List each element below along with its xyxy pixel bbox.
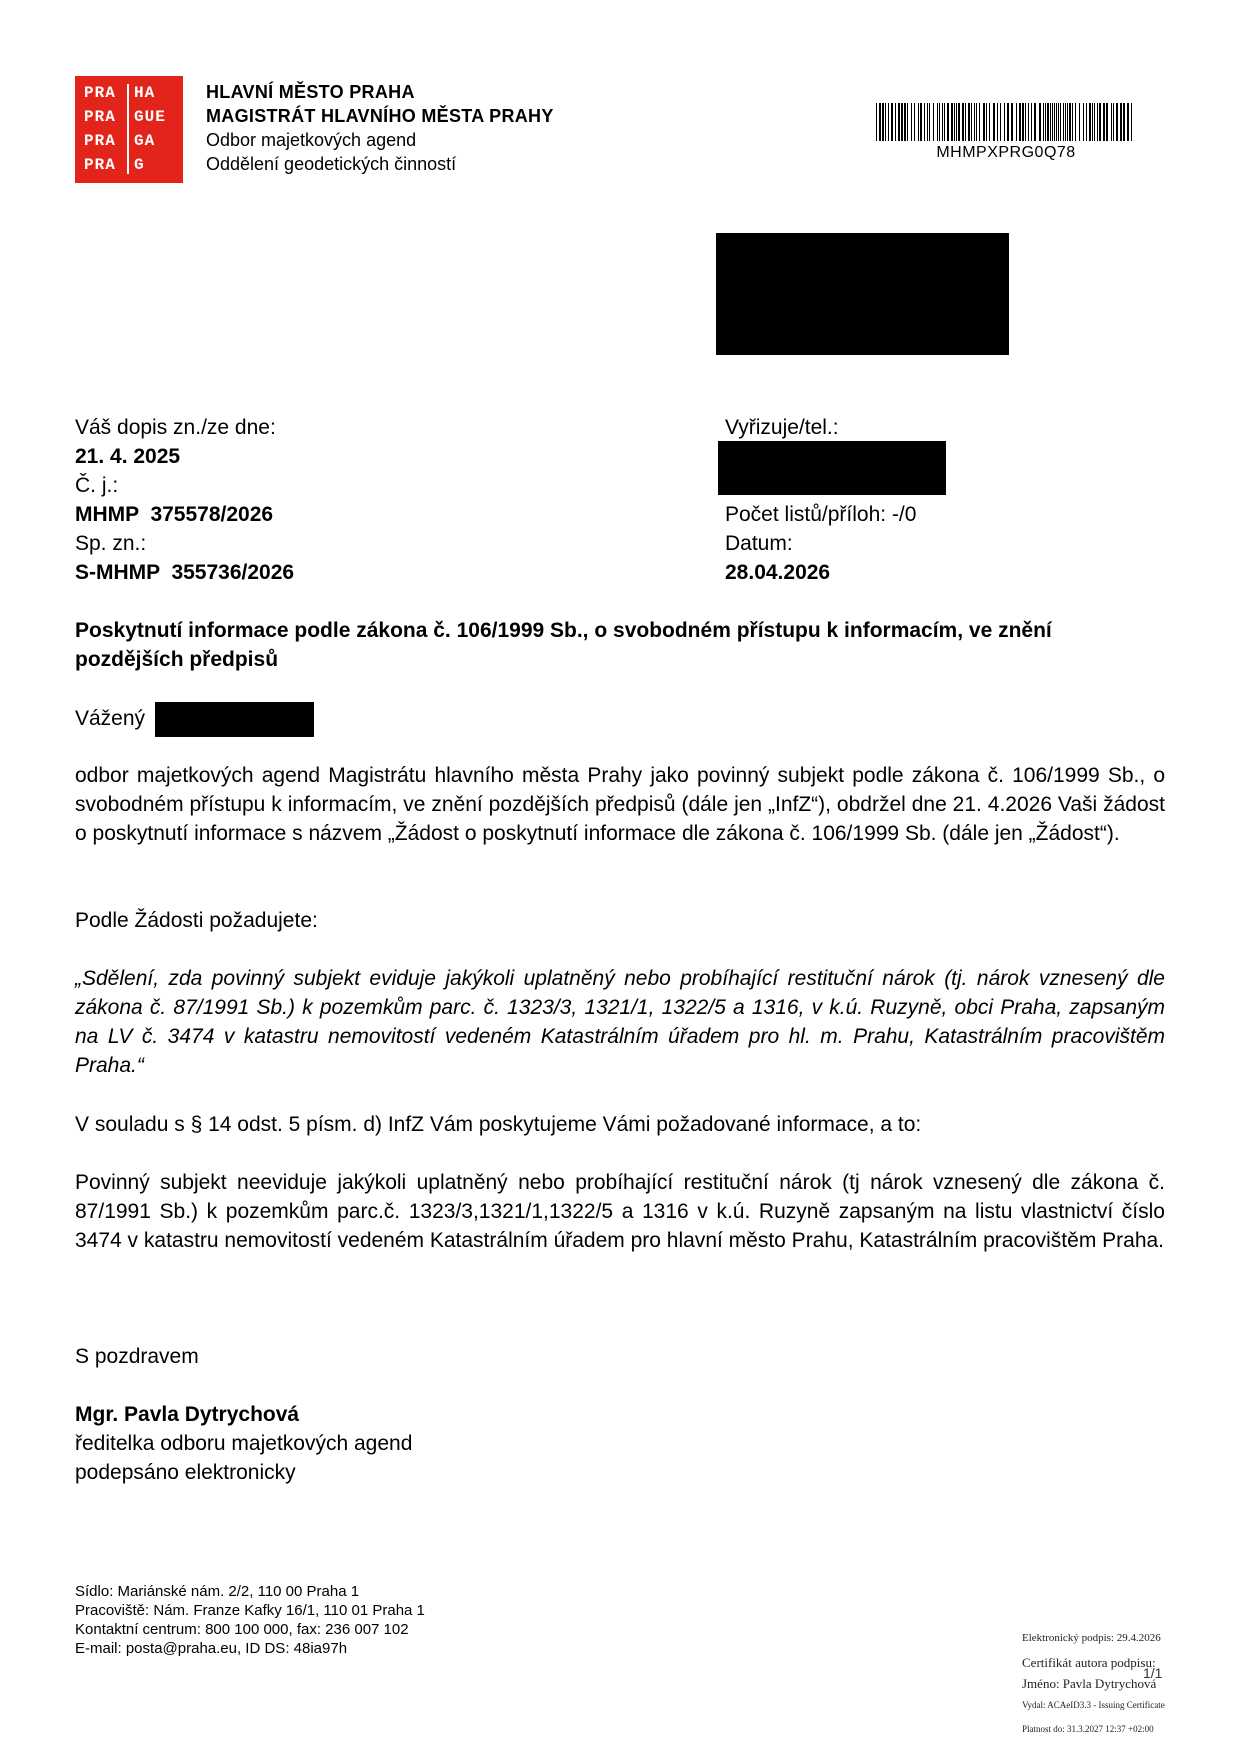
barcode-bar [1116,103,1118,141]
barcode-bar [939,103,940,141]
barcode-bar [944,103,945,141]
barcode-bar [1067,103,1068,141]
barcode-bar [1019,103,1021,141]
signed-electronically: podepsáno elektronicky [75,1461,296,1484]
barcode-bar [1075,103,1076,141]
barcode-bar [1063,103,1064,141]
barcode-bar [898,103,900,141]
barcode-bar [879,103,881,141]
barcode-bar [1039,103,1041,141]
footer-contacts [75,1582,425,1658]
barcode-bar [1031,103,1032,141]
barcode [876,103,1136,141]
footer-contact-center: Kontaktní centrum: 800 100 000, fax: 236 007 102 [75,1621,409,1638]
esign-date: Elektronický podpis: 29.4.2026 [1022,1632,1161,1644]
barcode-bar [1028,103,1029,141]
barcode-bar [914,103,915,141]
request-quote: „Sdělení, zda povinný subjekt eviduje jakýkoli uplatněný nebo probíhající restituční nárok (tj. nárok vznesený dle zákona č. 87/1991 Sb.) k pozemkům parc. č. 1323/3, 1321/1, 1322/5 a 1316, v k.ú. Ruzyně, obci Praha, zapsaným na LV č. 3474 v katastru nemovitostí vedeném Katastrálním úřadem pro hl. m. Prahu, Katastrálním pracovištěm Praha.“ [75,967,1165,1077]
footer-email: E-mail: posta@praha.eu, ID DS: 48ia97h [75,1640,348,1657]
barcode-bar [1052,103,1053,141]
barcode-bar [997,103,998,141]
barcode-bar [888,103,889,141]
barcode-bar [983,103,985,141]
barcode-bar [1089,103,1091,141]
barcode-bar [942,103,943,141]
barcode-bar [974,103,975,141]
pages-label: Počet listů/příloh: -/0 [725,503,917,526]
barcode-bar [1025,103,1026,141]
esign-cert-label: Certifikát autora podpisu: [1022,1655,1156,1670]
electronic-signature-stamp [1022,1630,1165,1738]
handler-label: Vyřizuje/tel.: [725,416,839,439]
barcode-bar [907,103,908,141]
barcode-bar [1045,103,1046,141]
barcode-bar [1099,103,1101,141]
praha-logo [75,76,183,183]
barcode-bar [1127,103,1129,141]
barcode-bar [989,103,990,141]
logo-text: G [134,156,145,174]
barcode-text: MHMPXPRG0Q78 [936,144,1076,161]
barcode-bar [947,103,949,141]
redacted-recipient-name [155,702,314,737]
esign-issuer: Vydal: ACAeID3.3 - Issuing Certificate [1022,1700,1165,1710]
barcode-bar [1083,103,1084,141]
barcode-bar [968,103,970,141]
spzn-label: Sp. zn.: [75,532,147,555]
barcode-bar [924,103,925,141]
signatory-name: Mgr. Pavla Dytrychová [75,1403,300,1426]
closing-greeting: S pozdravem [75,1345,199,1368]
date-label: Datum: [725,532,793,555]
barcode-bar [891,103,893,141]
barcode-bar [1069,103,1071,141]
barcode-bar [1047,103,1049,141]
logo-text: PRA [84,156,116,174]
footer-workplace: Pracoviště: Nám. Franze Kafky 16/1, 110 01 Praha 1 [75,1602,425,1619]
barcode-bar [1043,103,1044,141]
barcode-bar [882,103,884,141]
barcode-bar [937,103,938,141]
org-section: Oddělení geodetických činností [206,154,457,174]
subject-line: pozdějších předpisů [75,648,279,671]
barcode-bar [958,103,960,141]
barcode-bar [918,103,919,141]
barcode-bar [1016,103,1017,141]
barcode-bar [965,103,966,141]
esign-name: Jméno: Pavla Dytrychová [1022,1676,1157,1691]
barcode-bar [962,103,964,141]
barcode-bar [920,103,922,141]
barcode-bar [1106,103,1108,141]
signature-block [75,1400,412,1487]
barcode-bar [885,103,886,141]
org-magistrate: MAGISTRÁT HLAVNÍHO MĚSTA PRAHY [206,106,554,126]
barcode-bar [1022,103,1024,141]
barcode-bar [1000,103,1001,141]
body-paragraph: Podle Žádosti požadujete: [75,909,318,932]
spzn-value: S-MHMP 355736/2026 [75,561,295,584]
org-name: HLAVNÍ MĚSTO PRAHA [206,82,415,102]
cj-value: MHMP 375578/2026 [75,503,274,526]
barcode-bar [1079,103,1080,141]
barcode-bar [1065,103,1066,141]
barcode-bar [971,103,972,141]
barcode-bar [1058,103,1059,141]
barcode-bar [1011,103,1013,141]
barcode-bar [1103,103,1105,141]
response-paragraph: Povinný subjekt neeviduje jakýkoli uplatněný nebo probíhající restituční nárok (tj nárok vznesený dle zákona č. 87/1991 Sb.) k pozemkům parc.č. 1323/3,1321/1,1322/5 a 1316 v k.ú. Ruzyně zapsaným na listu vlastnictví číslo 3474 v katastru nemovitostí vedeném Katastrálním úřadem pro hlavní město Prahu, Katastrálním pracovištěm Praha. [75,1171,1165,1252]
barcode-bar [901,103,903,141]
barcode-bar [1092,103,1093,141]
ref-label: Váš dopis zn./ze dne: [75,416,276,439]
logo-text: PRA [84,84,116,102]
barcode-bar [979,103,980,141]
letter-subject [75,616,1165,674]
barcode-bar [1097,103,1098,141]
barcode-bar [986,103,987,141]
logo-text: PRA [84,132,116,150]
barcode-bar [904,103,906,141]
logo-divider [127,84,129,174]
barcode-bar [933,103,934,141]
barcode-bar [1056,103,1057,141]
barcode-bar [1060,103,1061,141]
barcode-bar [1004,103,1005,141]
barcode-bar [1072,103,1073,141]
signatory-title: ředitelka odboru majetkových agend [75,1432,413,1455]
organization-header [206,80,554,176]
barcode-bar [1131,103,1132,141]
barcode-bar [911,103,912,141]
logo-text: GUE [134,108,166,126]
date-value: 28.04.2026 [725,561,831,584]
logo-text: HA [134,84,156,102]
subject-line: Poskytnutí informace podle zákona č. 106/1999 Sb., o svobodném přístupu k informacím, ve znění [75,619,1052,642]
cj-label: Č. j.: [75,474,119,497]
barcode-bar [993,103,995,141]
barcode-bar [1113,103,1114,141]
barcode-bar [954,103,955,141]
barcode-bar [1054,103,1055,141]
org-department: Odbor majetkových agend [206,130,417,150]
page-number: 1/1 [1143,1665,1163,1681]
barcode-bar [1094,103,1095,141]
reference-block [75,413,294,587]
handler-block [725,413,916,587]
logo-text: PRA [84,108,116,126]
barcode-bar [1086,103,1087,141]
barcode-bar [976,103,977,141]
barcode-bar [895,103,896,141]
logo-text: GA [134,132,156,150]
barcode-bar [1120,103,1122,141]
body-paragraph: V souladu s § 14 odst. 5 písm. d) InfZ Vám poskytujeme Vámi požadované informace, a to: [75,1113,922,1136]
barcode-bar [1111,103,1112,141]
barcode-bar [1050,103,1051,141]
barcode-bar [876,103,877,141]
barcode-bar [951,103,953,141]
barcode-bar [956,103,957,141]
salutation: Vážený [75,707,146,730]
redacted-handler [718,441,946,495]
redacted-address [716,233,1009,355]
footer-address: Sídlo: Mariánské nám. 2/2, 110 00 Praha 1 [75,1583,360,1600]
barcode-bar [927,103,928,141]
body-paragraph: odbor majetkových agend Magistrátu hlavního města Prahy jako povinný subjekt podle zákona č. 106/1999 Sb., o svobodném přístupu k informacím, ve znění pozdějších předpisů (dále jen „InfZ“), obdržel dne 21. 4.2026 Vaši žádost o poskytnutí informace s názvem „Žádost o poskytnutí informace dle zákona č. 106/1999 Sb. (dále jen „Žádost“). [75,764,1165,845]
barcode-bar [1007,103,1009,141]
esign-validity: Platnost do: 31.3.2027 12:37 +02:00 [1022,1724,1154,1734]
barcode-bar [1123,103,1125,141]
ref-value: 21. 4. 2025 [75,445,181,468]
barcode-bar [1034,103,1036,141]
barcode-bar [929,103,930,141]
